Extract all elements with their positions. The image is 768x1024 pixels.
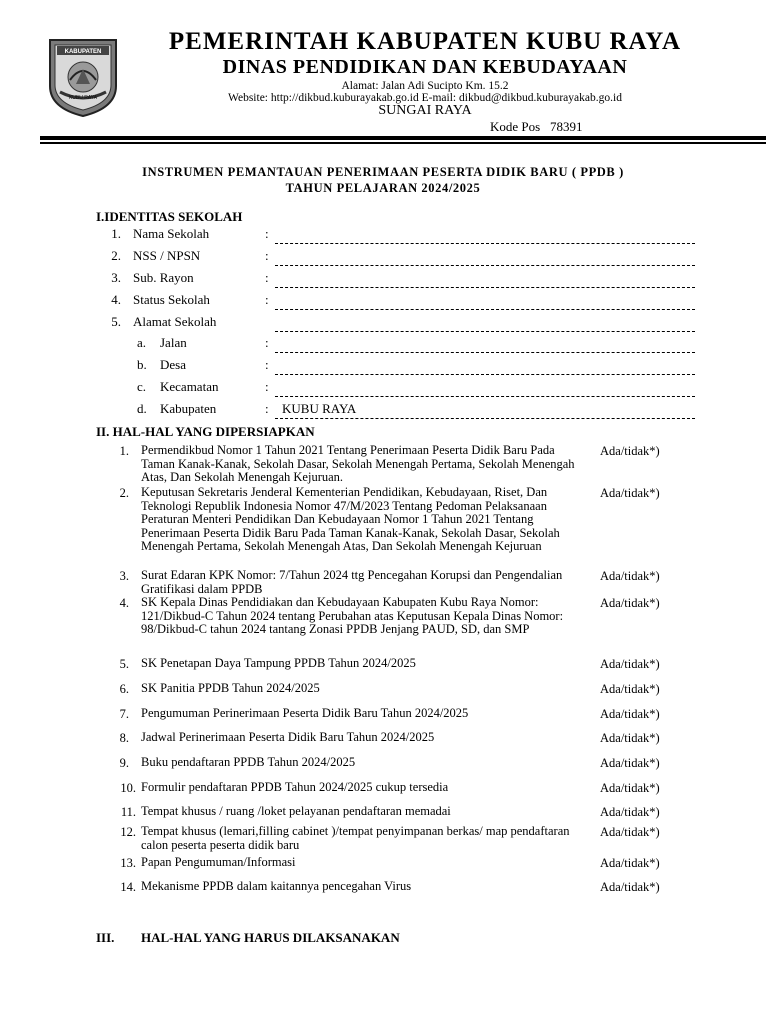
field-label-school-name: Nama Sekolah (133, 226, 210, 241)
item-text: Buku pendaftaran PPDB Tahun 2024/2025 (141, 755, 356, 769)
field-label-village: Desa (160, 357, 186, 372)
item-number: 10. (120, 781, 136, 795)
address-sub-number: a. (137, 335, 147, 350)
address-sub-number: b. (137, 357, 147, 372)
field-number: 5. (111, 314, 121, 329)
item-status[interactable]: Ada/tidak*) (600, 569, 660, 583)
field-colon: : (265, 335, 269, 350)
item-text: Formulir pendaftaran PPDB Tahun 2024/2025 cukup tersedia (141, 780, 449, 794)
address-sub-number: c. (137, 379, 147, 394)
item-status[interactable]: Ada/tidak*) (600, 805, 660, 819)
field-number: 4. (111, 292, 121, 307)
regency-logo (46, 36, 120, 118)
item-number: 3. (119, 569, 129, 583)
logo-label-bottom: KUBU RAYA (68, 95, 98, 101)
item-text: SK Panitia PPDB Tahun 2024/2025 (141, 681, 320, 695)
section-1-heading: I.IDENTITAS SEKOLAH (96, 209, 243, 224)
address-sub-number: d. (137, 401, 147, 416)
field-label-street: Jalan (160, 335, 187, 350)
item-status[interactable]: Ada/tidak*) (600, 756, 660, 770)
item-number: 4. (119, 596, 129, 610)
document-subtitle: TAHUN PELAJARAN 2024/2025 (285, 181, 481, 195)
street-fill-line (275, 352, 695, 353)
item-status[interactable]: Ada/tidak*) (600, 596, 660, 610)
field-colon: : (265, 292, 269, 307)
item-status[interactable]: Ada/tidak*) (600, 682, 660, 696)
agency-address: Alamat: Jalan Adi Sucipto Km. 15.2 (341, 80, 509, 92)
agency-contact: Website: http://dikbud.kuburayakab.go.id E-mail: dikbud@dikbud.kuburayakab.go.id (228, 92, 622, 104)
school-name-fill-line (275, 243, 695, 244)
field-label-regency: Kabupaten (160, 401, 217, 416)
regency-value[interactable]: KUBU RAYA (282, 401, 357, 416)
item-text: Pengumuman Perinerimaan Peserta Didik Baru Tahun 2024/2025 (141, 706, 469, 720)
district-fill-line (275, 396, 695, 397)
item-number: 11. (120, 805, 136, 819)
letterhead-rule-thin (40, 142, 766, 144)
item-status[interactable]: Ada/tidak*) (600, 856, 660, 870)
section-3-heading: HAL-HAL YANG HARUS DILAKSANAKAN (141, 930, 400, 945)
field-colon: : (265, 401, 269, 416)
item-number: 6. (119, 682, 129, 696)
field-label-nss-npsn: NSS / NPSN (133, 248, 201, 263)
sub-rayon-fill-line (275, 287, 695, 288)
item-status[interactable]: Ada/tidak*) (600, 880, 660, 894)
item-number: 1. (119, 444, 129, 458)
item-number: 14. (120, 880, 136, 894)
letterhead-rule-thick (40, 136, 766, 140)
item-status[interactable]: Ada/tidak*) (600, 731, 660, 745)
item-status[interactable]: Ada/tidak*) (600, 486, 660, 500)
school-address-fill-line (275, 331, 695, 332)
item-number: 7. (119, 707, 129, 721)
item-number: 5. (119, 657, 129, 671)
document-title: INSTRUMEN PEMANTAUAN PENERIMAAN PESERTA DIDIK BARU ( PPDB ) (142, 165, 624, 179)
regency-fill-line (275, 418, 695, 419)
field-label-school-status: Status Sekolah (133, 292, 210, 307)
field-label-district: Kecamatan (160, 379, 219, 394)
item-status[interactable]: Ada/tidak*) (600, 781, 660, 795)
item-text: Mekanisme PPDB dalam kaitannya pencegahan Virus (141, 879, 412, 893)
item-text: SK Penetapan Daya Tampung PPDB Tahun 2024/2025 (141, 656, 416, 670)
village-fill-line (275, 374, 695, 375)
field-number: 1. (111, 226, 121, 241)
item-number: 8. (119, 731, 129, 745)
item-text: Tempat khusus (lemari,filling cabinet )/tempat penyimpanan berkas/ map pendaftaran calon peserta peserta didik baru (141, 824, 570, 852)
item-number: 2. (119, 486, 129, 500)
field-label-sub-rayon: Sub. Rayon (133, 270, 194, 285)
field-colon: : (265, 270, 269, 285)
item-text: Tempat khusus / ruang /loket pelayanan pendaftaran memadai (141, 804, 451, 818)
field-label-school-address: Alamat Sekolah (133, 314, 217, 329)
agency-city: SUNGAI RAYA (378, 103, 472, 118)
item-number: 9. (119, 756, 129, 770)
item-status[interactable]: Ada/tidak*) (600, 657, 660, 671)
postal-code: Kode Pos 78391 (490, 119, 583, 134)
item-status[interactable]: Ada/tidak*) (600, 707, 660, 721)
field-colon: : (265, 357, 269, 372)
item-status[interactable]: Ada/tidak*) (600, 825, 660, 839)
item-number: 12. (120, 825, 136, 839)
field-colon: : (265, 379, 269, 394)
section-3-number: III. (96, 930, 115, 945)
item-number: 13. (120, 856, 136, 870)
agency-name: DINAS PENDIDIKAN DAN KEBUDAYAAN (222, 56, 628, 78)
logo-label-top: KABUPATEN (64, 49, 102, 55)
item-text: Permendikbud Nomor 1 Tahun 2021 Tentang Penerimaan Peserta Didik Baru Pada Taman Kanak-Kanak, Sekolah Dasar, Sekolah Menengah Pertama, Sekolah Menengah Atas, Dan Sekolah Menengah Kejuruan. (141, 443, 575, 485)
government-name: PEMERINTAH KABUPATEN KUBU RAYA (168, 28, 682, 55)
item-text: Keputusan Sekretaris Jenderal Kementerian Pendidikan, Kebudayaan, Riset, Dan Teknologi Republik Indonesia Nomor 47/M/2023 Tentang Pedoman Pelaksanaan Peraturan Menteri Pendidikan Dan Kebudayaan Nomor 1 Tahun 2021 Tentang Penerimaan Peserta Didik Baru Pada Taman Kanak-Kanak, Sekolah Dasar, Sekolah Menengah Pertama, Sekolah Menengah Atas, Dan Sekolah Menengah Kejuruan (141, 485, 560, 554)
item-text: Surat Edaran KPK Nomor: 7/Tahun 2024 ttg Pencegahan Korupsi dan Pengendalian Gratifikasi dalam PPDB (141, 568, 563, 596)
nss-npsn-fill-line (275, 265, 695, 266)
item-text: Papan Pengumuman/Informasi (141, 855, 296, 869)
section-2-heading: II. HAL-HAL YANG DIPERSIAPKAN (96, 424, 315, 439)
field-colon: : (265, 226, 269, 241)
item-text: Jadwal Perinerimaan Peserta Didik Baru Tahun 2024/2025 (141, 730, 435, 744)
school-status-fill-line (275, 309, 695, 310)
item-text: SK Kepala Dinas Pendidiakan dan Kebudayaan Kabupaten Kubu Raya Nomor: 121/Dikbud-C Tahun 2024 tentang Perubahan atas Keputusan Kepala Dinas Nomor: 98/Dikbud-C tahun 2024 tantang Zonasi PPDB Jenjang PAUD, SD, dan SMP (141, 595, 564, 637)
field-number: 2. (111, 248, 121, 263)
item-status[interactable]: Ada/tidak*) (600, 444, 660, 458)
field-number: 3. (111, 270, 121, 285)
regency-emblem-icon (46, 36, 120, 118)
field-colon: : (265, 248, 269, 263)
